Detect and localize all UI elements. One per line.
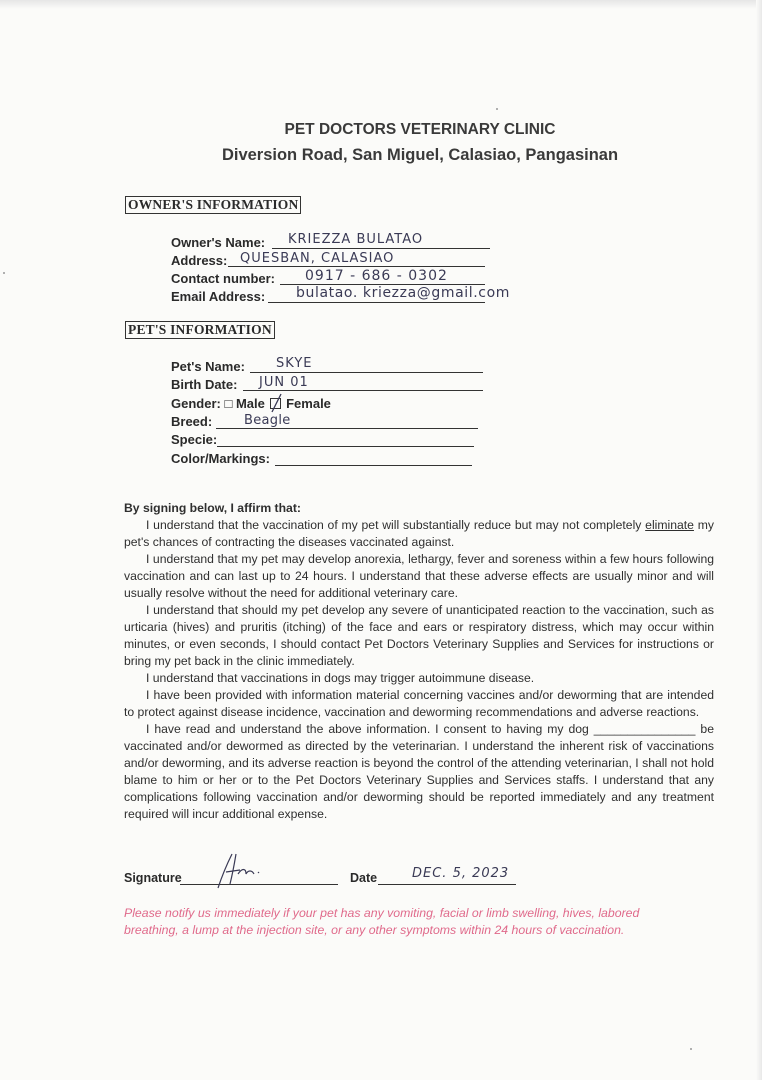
address-value: QUESBAN, CALASIAO <box>240 251 395 266</box>
handwritten-signature <box>212 850 272 890</box>
contact-value: 0917 - 686 - 0302 <box>305 268 448 284</box>
male-checkbox[interactable]: □ <box>224 396 233 411</box>
consent-text <box>124 500 714 823</box>
birth-date-label: Birth Date: <box>171 377 238 392</box>
email-line <box>268 302 485 303</box>
consent-p5: I have been provided with information material concerning vaccines and/or deworming that are intended to protect against disease incidence, vaccination and deworming recommendations and adverse reactions. <box>124 688 714 719</box>
pet-name-line <box>250 372 483 373</box>
address-label: Address: <box>171 253 228 268</box>
owner-name-line <box>272 248 490 249</box>
gender-row <box>171 396 331 412</box>
consent-lead: By signing below, I affirm that: <box>124 501 301 515</box>
pet-section-heading: PET'S INFORMATION <box>125 321 275 339</box>
pet-name-value: SKYE <box>276 356 313 371</box>
color-markings-line <box>275 465 472 466</box>
owner-name-label: Owner's Name: <box>171 235 266 250</box>
consent-p3: I understand that should my pet develop any severe of unanticipated reaction to the vaccination, such as urticaria (hives) and pruritis (itching) of the face and ears or respiratory distress, which may occur within minutes, or even seconds, I should contact Pet Doctors Veterinary Supplies and Services for instructions or bring my pet back in the clinic immediately. <box>124 603 714 668</box>
birth-date-line <box>243 390 483 391</box>
consent-p4: I understand that vaccinations in dogs may trigger autoimmune disease. <box>146 671 535 685</box>
birth-date-value: JUN 01 <box>259 375 309 390</box>
contact-label: Contact number: <box>171 271 275 286</box>
consent-p2: I understand that my pet may develop anorexia, lethargy, fever and soreness within a few hours following vaccination and can last up to 24 hours. I understand that these adverse effects are usually minor and will usually resolve without the need for additional veterinary care. <box>124 552 714 600</box>
owner-name-value: KRIEZZA BULATAO <box>288 232 424 247</box>
clinic-address: Diversion Road, San Miguel, Calasiao, Pangasinan <box>221 146 619 164</box>
female-checkbox[interactable] <box>270 398 281 409</box>
gender-label: Gender: <box>171 396 221 411</box>
post-vaccination-notice: Please notify us immediately if your pet has any vomiting, facial or limb swelling, hives, labored breathing, a lump at the injection site, or any other symptoms within 24 hours of vaccination. <box>124 906 640 937</box>
breed-value: Beagle <box>244 413 291 428</box>
breed-label: Breed: <box>171 414 213 429</box>
breed-line <box>216 428 478 429</box>
signature-label: Signature <box>124 871 182 885</box>
pet-name-label: Pet's Name: <box>171 359 245 374</box>
email-label: Email Address: <box>171 289 266 304</box>
check-mark-icon <box>269 393 283 413</box>
clinic-name: PET DOCTORS VETERINARY CLINIC <box>284 121 556 138</box>
page-top-edge <box>0 0 762 9</box>
date-value: DEC. 5, 2023 <box>412 866 510 881</box>
owner-section-heading: OWNER'S INFORMATION <box>125 196 301 214</box>
date-line[interactable] <box>378 884 516 885</box>
color-markings-label: Color/Markings: <box>171 451 270 466</box>
date-label: Date <box>350 871 378 885</box>
male-option-label: Male <box>235 396 265 411</box>
scan-speck <box>496 108 498 110</box>
scan-speck <box>690 1048 692 1050</box>
consent-p1: I understand that the vaccination of my pet will substantially reduce but may not completely eliminate my pet's chances of contracting the diseases vaccinated against. <box>124 518 714 549</box>
email-value: bulatao. kriezza@gmail.com <box>296 285 510 301</box>
address-line <box>228 266 485 267</box>
scan-speck <box>3 272 5 274</box>
female-option-label: Female <box>286 396 331 411</box>
consent-p6: I have read and understand the above information. I consent to having my dog _______________ be vaccinated and/or dewormed as directed by the veterinarian. I understand the inherent risk of vaccinations and/or deworming, and its adverse reaction is beyond the control of the attending veterinarian, I shall not hold blame to him or her or to the Pet Doctors Veterinary Supplies and Services staffs. I understand that any complications following vaccination and/or deworming should be reported immediately and any treatment required will incur additional expense. <box>124 722 714 821</box>
specie-line <box>217 446 474 447</box>
specie-label: Specie: <box>171 432 218 447</box>
